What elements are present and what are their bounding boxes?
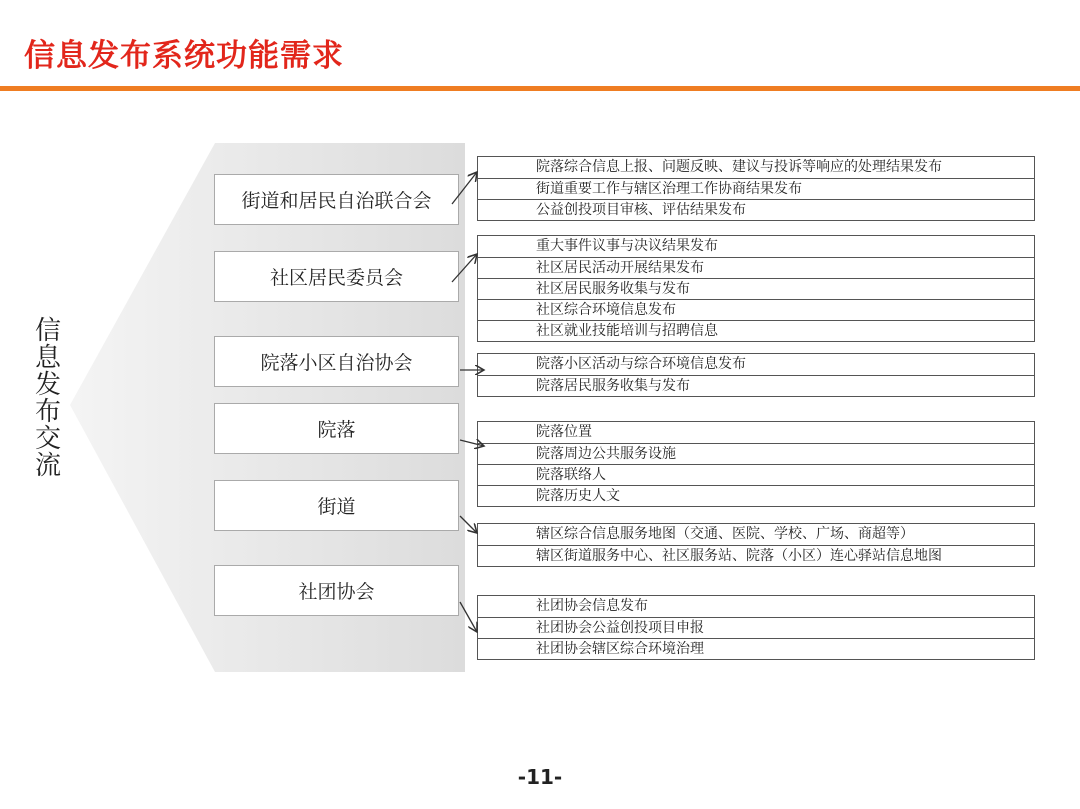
function-item: 辖区街道服务中心、社区服务站、院落（小区）连心驿站信息地图 xyxy=(478,545,1034,566)
function-item: 社区就业技能培训与招聘信息 xyxy=(478,320,1034,341)
function-item: 院落居民服务收集与发布 xyxy=(478,375,1034,396)
arrow-icon xyxy=(452,254,477,282)
function-item: 公益创投项目审核、评估结果发布 xyxy=(478,199,1034,220)
function-item: 社团协会信息发布 xyxy=(536,598,648,614)
function-item: 重大事件议事与决议结果发布 xyxy=(536,238,718,254)
arrow-icon xyxy=(460,602,477,632)
function-item: 院落联络人 xyxy=(478,464,1034,485)
side-label: 信息发布交流 xyxy=(34,316,61,481)
function-item: 院落周边公共服务设施 xyxy=(478,443,1034,464)
entity-box: 院落 xyxy=(214,403,459,454)
arrow-icon xyxy=(460,516,477,533)
function-item: 街道重要工作与辖区治理工作协商结果发布 xyxy=(478,178,1034,199)
slide-title: 信息发布系统功能需求 xyxy=(24,38,344,74)
arrow-icon xyxy=(460,440,484,446)
function-item: 社区居民服务收集与发布 xyxy=(478,278,1034,299)
entity-box: 社团协会 xyxy=(214,565,459,616)
function-item: 院落位置 xyxy=(536,424,592,440)
function-item: 院落小区活动与综合环境信息发布 xyxy=(536,356,746,372)
function-item: 社区居民活动开展结果发布 xyxy=(478,257,1034,278)
arrow-icon xyxy=(452,172,477,204)
function-item: 社区综合环境信息发布 xyxy=(478,299,1034,320)
entity-box: 街道和居民自治联合会 xyxy=(214,174,459,225)
entity-box: 社区居民委员会 xyxy=(214,251,459,302)
function-item: 院落历史人文 xyxy=(478,485,1034,506)
entity-box: 院落小区自治协会 xyxy=(214,336,459,387)
function-item: 院落综合信息上报、问题反映、建议与投诉等响应的处理结果发布 xyxy=(536,159,942,175)
function-item: 辖区综合信息服务地图（交通、医院、学校、广场、商超等） xyxy=(536,526,914,542)
entity-box: 街道 xyxy=(214,480,459,531)
page-number: -11- xyxy=(517,765,563,789)
function-item: 社团协会辖区综合环境治理 xyxy=(478,638,1034,659)
function-item: 社团协会公益创投项目申报 xyxy=(478,617,1034,638)
